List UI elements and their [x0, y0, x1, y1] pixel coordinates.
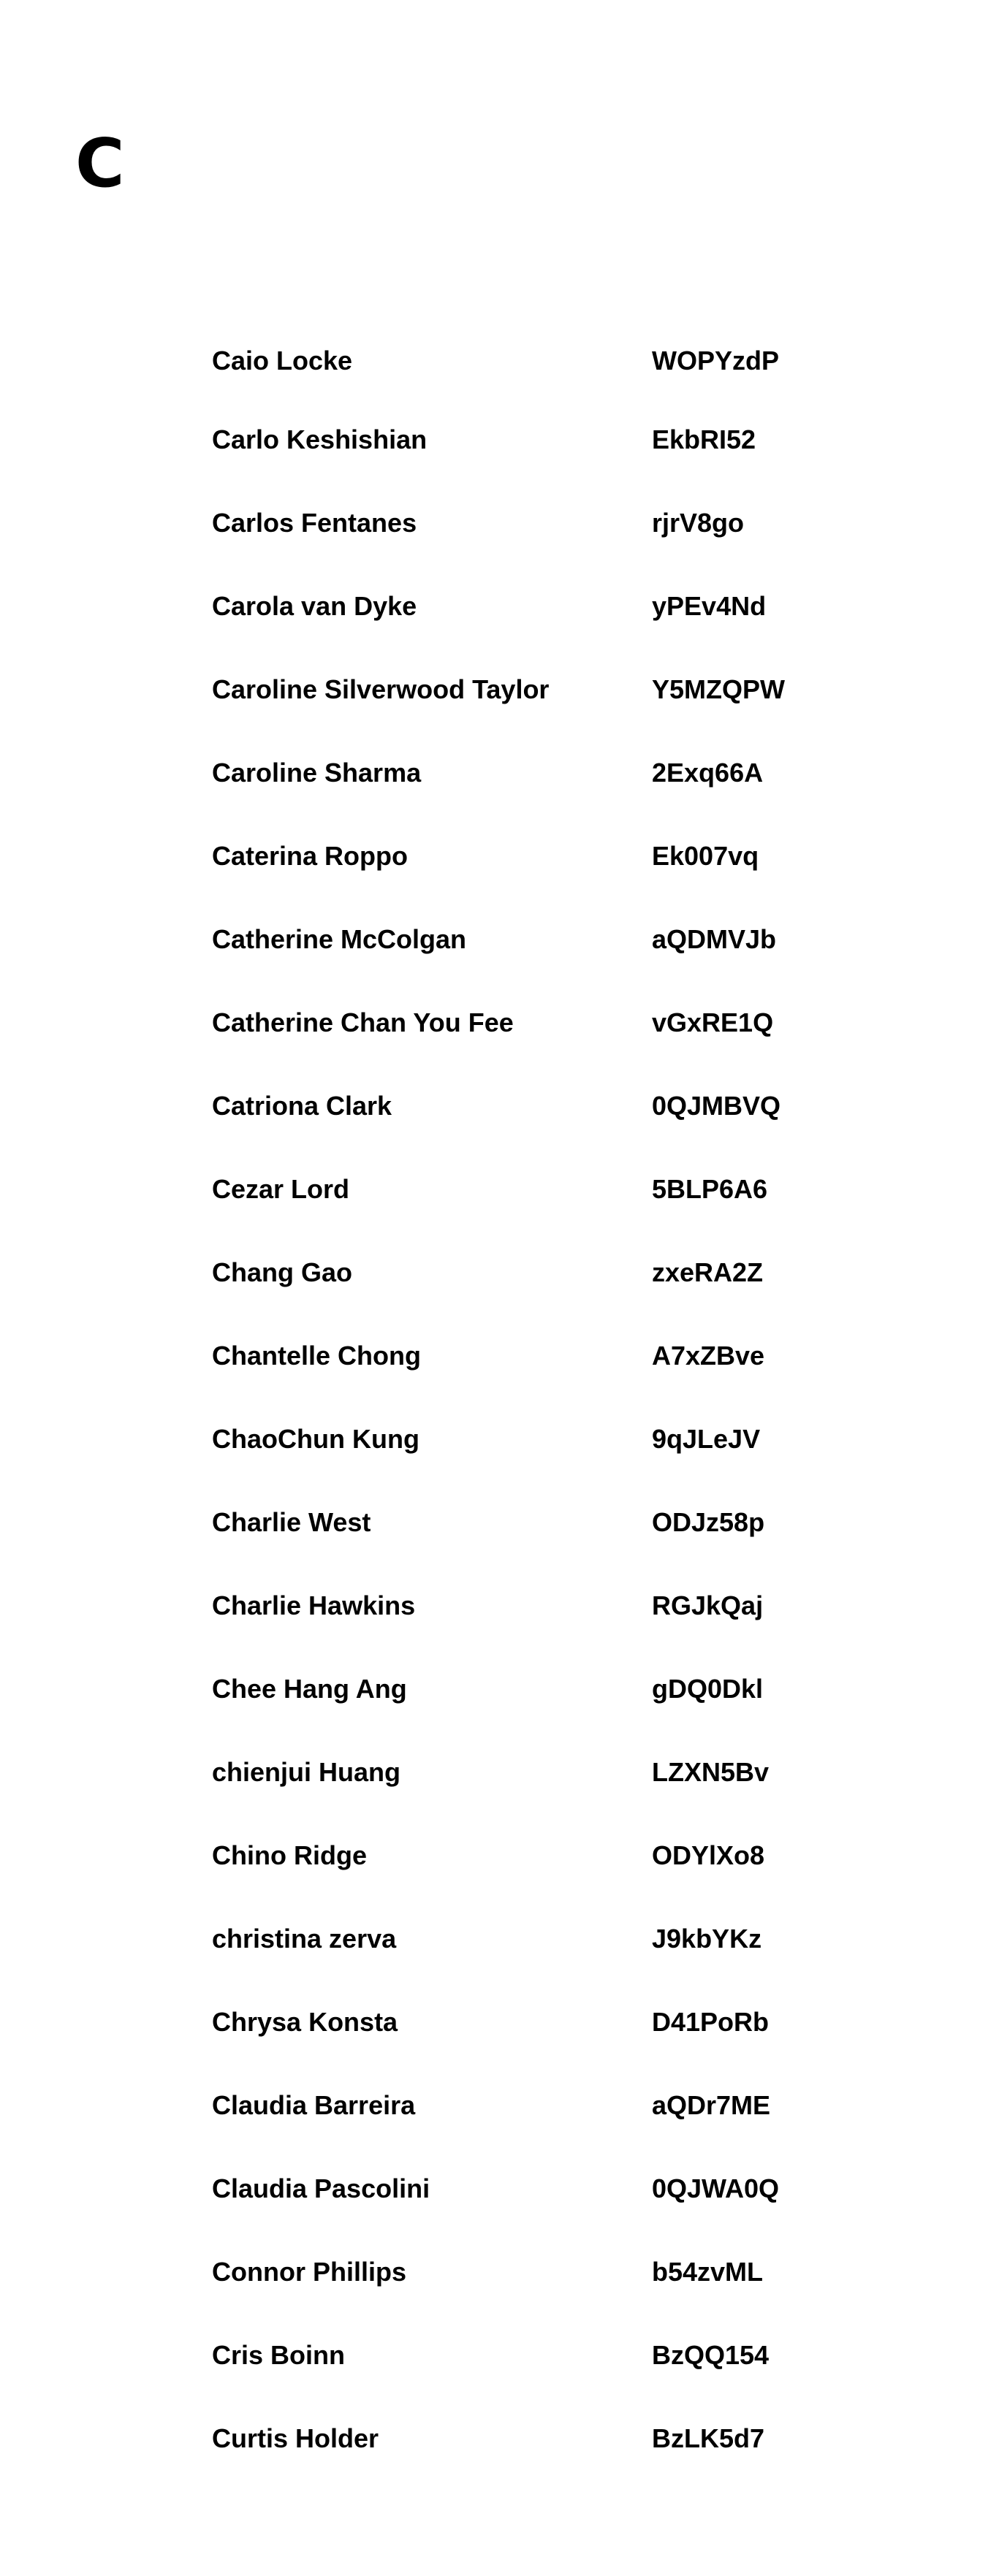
- person-code: EkbRI52: [652, 424, 756, 454]
- person-name: Catherine McColgan: [212, 924, 467, 954]
- list-item: [212, 1647, 870, 1731]
- person-name: Caroline Sharma: [212, 758, 422, 788]
- list-item: [212, 398, 870, 481]
- person-name: Chantelle Chong: [212, 1341, 421, 1371]
- list-item: [212, 565, 870, 648]
- person-code: 2Exq66A: [652, 758, 764, 788]
- list-item: [212, 898, 870, 981]
- person-code: Ek007vq: [652, 841, 759, 871]
- person-name: Carlos Fentanes: [212, 508, 417, 538]
- person-name: Cezar Lord: [212, 1174, 350, 1204]
- list-item: [212, 1981, 870, 2064]
- list-item: [212, 1481, 870, 1564]
- person-code: WOPYzdP: [652, 346, 780, 376]
- list-item: [212, 1231, 870, 1314]
- person-name: christina zerva: [212, 1924, 397, 1954]
- person-code: yPEv4Nd: [652, 591, 767, 621]
- list-item: [212, 981, 870, 1064]
- person-code: A7xZBve: [652, 1341, 765, 1371]
- person-code: rjrV8go: [652, 508, 745, 538]
- list-item: [212, 815, 870, 898]
- person-name: Charlie West: [212, 1507, 371, 1537]
- list-item: [212, 1731, 870, 1814]
- list-item: [212, 481, 870, 565]
- person-code: J9kbYKz: [652, 1924, 762, 1954]
- person-name: Caterina Roppo: [212, 841, 409, 871]
- list-item: [212, 648, 870, 731]
- list-item: [212, 1814, 870, 1897]
- person-name: Chrysa Konsta: [212, 2007, 398, 2037]
- people-list: [212, 346, 870, 2480]
- person-code: vGxRE1Q: [652, 1007, 774, 1037]
- list-item: [212, 731, 870, 815]
- person-name: ChaoChun Kung: [212, 1424, 419, 1454]
- list-item: [212, 1314, 870, 1398]
- list-item: [212, 1064, 870, 1148]
- person-name: Carola van Dyke: [212, 591, 417, 621]
- person-code: D41PoRb: [652, 2007, 770, 2037]
- person-code: Y5MZQPW: [652, 674, 786, 704]
- person-code: 5BLP6A6: [652, 1174, 768, 1204]
- person-name: chienjui Huang: [212, 1757, 401, 1787]
- person-code: RGJkQaj: [652, 1590, 764, 1620]
- person-name: Chang Gao: [212, 1257, 353, 1287]
- person-code: aQDr7ME: [652, 2090, 771, 2120]
- person-name: Curtis Holder: [212, 2423, 379, 2453]
- person-code: aQDMVJb: [652, 924, 777, 954]
- list-item: [212, 346, 870, 398]
- list-item: [212, 2230, 870, 2314]
- list-item: [212, 2314, 870, 2397]
- person-name: Catherine Chan You Fee: [212, 1007, 514, 1037]
- person-code: 9qJLeJV: [652, 1424, 761, 1454]
- list-item: [212, 2147, 870, 2230]
- person-name: Chino Ridge: [212, 1840, 367, 1870]
- person-name: Cris Boinn: [212, 2340, 346, 2370]
- person-name: Chee Hang Ang: [212, 1674, 407, 1704]
- person-name: Connor Phillips: [212, 2257, 406, 2287]
- list-item: [212, 1897, 870, 1981]
- person-name: Carlo Keshishian: [212, 424, 428, 454]
- list-item: [212, 1148, 870, 1231]
- section-letter-heading: C: [75, 124, 125, 202]
- person-name: Caroline Silverwood Taylor: [212, 674, 550, 704]
- list-item: [212, 2397, 870, 2480]
- list-item: [212, 2064, 870, 2147]
- person-code: gDQ0Dkl: [652, 1674, 764, 1704]
- person-code: 0QJWA0Q: [652, 2173, 780, 2203]
- person-code: b54zvML: [652, 2257, 764, 2287]
- person-name: Claudia Barreira: [212, 2090, 416, 2120]
- person-code: BzLK5d7: [652, 2423, 765, 2453]
- person-name: Charlie Hawkins: [212, 1590, 416, 1620]
- person-name: Caio Locke: [212, 346, 353, 376]
- person-code: 0QJMBVQ: [652, 1091, 781, 1121]
- person-code: BzQQ154: [652, 2340, 770, 2370]
- person-name: Claudia Pascolini: [212, 2173, 430, 2203]
- person-code: ODYlXo8: [652, 1840, 765, 1870]
- list-item: [212, 1564, 870, 1647]
- person-code: ODJz58p: [652, 1507, 765, 1537]
- person-code: zxeRA2Z: [652, 1257, 764, 1287]
- person-code: LZXN5Bv: [652, 1757, 770, 1787]
- list-item: [212, 1398, 870, 1481]
- person-name: Catriona Clark: [212, 1091, 392, 1121]
